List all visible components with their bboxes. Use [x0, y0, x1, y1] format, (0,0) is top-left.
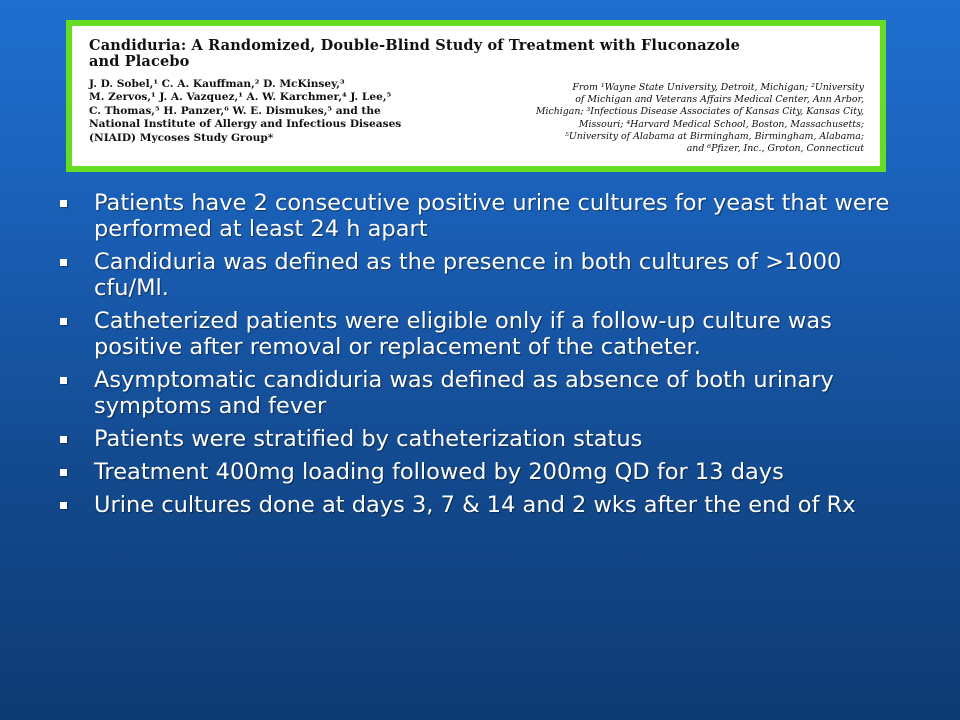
- bullet-text: Treatment 400mg loading followed by 200mg QD for 13 days: [94, 459, 784, 485]
- bullet-text: Patients were stratified by catheterization status: [94, 426, 643, 452]
- bullet-item: [54, 426, 914, 452]
- bullet-list: [54, 190, 914, 525]
- square-bullet-icon: [60, 377, 67, 384]
- bullet-item: [54, 249, 914, 301]
- bullet-item: [54, 190, 914, 242]
- bullet-text: Urine cultures done at days 3, 7 & 14 and 2 wks after the end of Rx: [94, 492, 856, 518]
- square-bullet-icon: [60, 318, 67, 325]
- paper-affiliations: From ¹Wayne State University, Detroit, Michigan; ²University of Michigan and Veterans Affairs Medical Center, Ann Arbor, Michigan; ³Infectious Disease Associates of Kansas City, Kansas City, Missouri; ⁴Harvard Medical School, Boston, Massachusetts; ⁵University of Alabama at Birmingham, Birmingham, Alabama; and ⁶Pfizer, Inc., Groton, Connecticut: [535, 82, 864, 155]
- bullet-text: Catheterized patients were eligible only if a follow-up culture was positive after removal or replacement of the catheter.: [94, 308, 832, 360]
- square-bullet-icon: [60, 502, 67, 509]
- bullet-item: [54, 459, 914, 485]
- paper-title: Candiduria: A Randomized, Double-Blind Study of Treatment with Fluconazole and Placebo: [89, 37, 741, 70]
- bullet-item: [54, 492, 914, 518]
- square-bullet-icon: [60, 200, 67, 207]
- bullet-text: Patients have 2 consecutive positive urine cultures for yeast that were performed at least 24 h apart: [94, 190, 890, 242]
- square-bullet-icon: [60, 259, 67, 266]
- square-bullet-icon: [60, 469, 67, 476]
- bullet-text: Asymptomatic candiduria was defined as absence of both urinary symptoms and fever: [94, 367, 834, 419]
- paper-header-image: [66, 20, 886, 172]
- paper-columns: [89, 78, 864, 155]
- paper-authors: J. D. Sobel,¹ C. A. Kauffman,² D. McKinsey,³ M. Zervos,¹ J. A. Vazquez,¹ A. W. Karchmer,⁴ J. Lee,⁵ C. Thomas,⁵ H. Panzer,⁶ W. E. Dismukes,⁵ and the National Institute of Allergy and Infectious Diseases (NIAID) Mycoses Study Group*: [89, 78, 402, 144]
- square-bullet-icon: [60, 436, 67, 443]
- paper-header: [72, 26, 880, 166]
- bullet-text: Candiduria was defined as the presence in both cultures of >1000 cfu/Ml.: [94, 249, 842, 301]
- bullet-item: [54, 367, 914, 419]
- bullet-item: [54, 308, 914, 360]
